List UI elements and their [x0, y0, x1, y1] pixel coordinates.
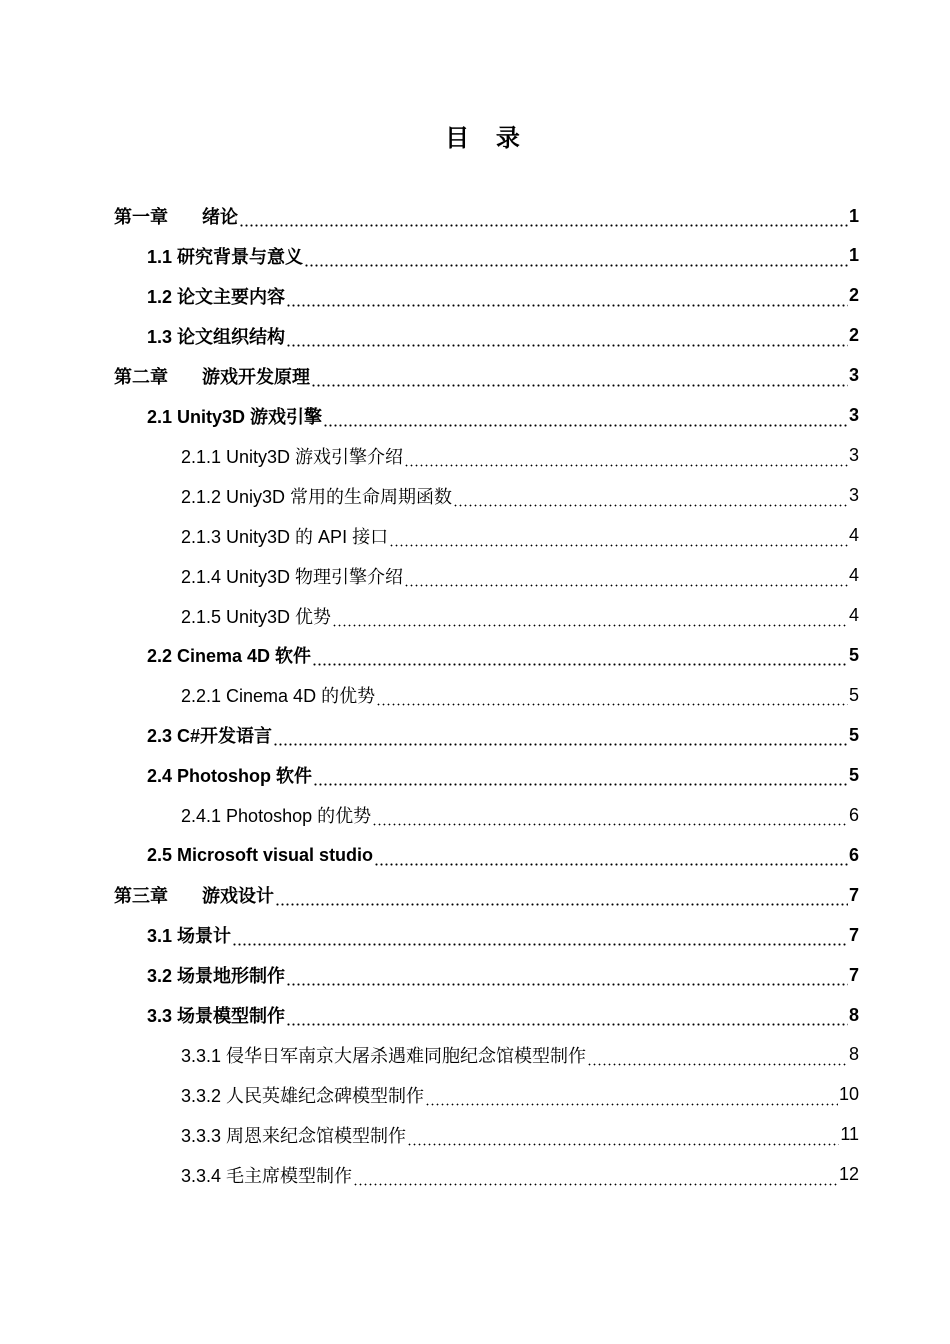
page-number: 3 [848, 485, 859, 506]
dot-leader [312, 652, 848, 666]
toc-entry-label [147, 962, 285, 988]
dot-leader [313, 772, 848, 786]
toc-entry-text: 2.4.1 Photoshop 的优势 [181, 806, 372, 827]
toc-entry-label [181, 682, 375, 708]
dot-leader [286, 1012, 848, 1026]
toc-entry-label [147, 922, 231, 948]
dot-leader [376, 692, 848, 706]
page-number: 5 [848, 724, 859, 745]
dot-leader [232, 932, 848, 946]
page-number: 5 [848, 684, 859, 705]
page-number: 7 [848, 924, 859, 945]
toc-entry[interactable] [181, 1115, 859, 1155]
page-number: 3 [848, 365, 859, 386]
toc-entry[interactable] [147, 915, 859, 955]
dot-leader [372, 812, 848, 826]
toc-entry-text: 2.1.2 Uniy3D 常用的生命周期函数 [181, 486, 453, 507]
dot-leader [374, 852, 848, 866]
toc-entry-text: 3.3.3 周恩来纪念馆模型制作 [181, 1125, 407, 1146]
dot-leader [453, 493, 848, 507]
page-number: 1 [848, 245, 859, 266]
toc-entry[interactable] [147, 276, 859, 316]
toc-entry[interactable] [147, 316, 859, 356]
dot-leader [286, 293, 848, 307]
toc-entry-text: 1.1 研究背景与意义 [147, 246, 304, 267]
page-number: 5 [848, 764, 859, 785]
dot-leader [353, 1172, 838, 1186]
dot-leader [286, 333, 848, 347]
toc-entry-text: 2.1.4 Unity3D 物理引擎介绍 [181, 566, 404, 587]
toc-entry-label [181, 603, 331, 629]
toc-entry-label [147, 642, 311, 668]
toc-entry-text: 2.2.1 Cinema 4D 的优势 [181, 686, 376, 707]
toc-entry[interactable] [147, 635, 859, 675]
toc-entry-label [147, 845, 373, 866]
page-number: 8 [848, 1044, 859, 1065]
dot-leader [407, 1132, 839, 1146]
dot-leader [311, 373, 848, 387]
toc-entry[interactable] [181, 476, 859, 516]
dot-leader [273, 732, 848, 746]
toc-entry[interactable] [181, 516, 859, 556]
page-number: 6 [848, 844, 859, 865]
toc-entry[interactable] [181, 675, 859, 715]
toc-entry-text: 2.3 C#开发语言 [147, 726, 273, 747]
toc-entry[interactable] [147, 236, 859, 276]
toc-entry-text: 2.1.1 Unity3D 游戏引擎介绍 [181, 446, 404, 467]
dot-leader [587, 1052, 848, 1066]
chapter-number: 第二章 [114, 366, 168, 387]
dot-leader [304, 253, 848, 267]
page-number: 2 [848, 325, 859, 346]
toc-entry-text: 3.3.4 毛主席模型制作 [181, 1165, 353, 1186]
toc-entry-text: 2.4 Photoshop 软件 [147, 766, 313, 787]
page-number: 2 [848, 285, 859, 306]
toc-entry-text: 1.3 论文组织结构 [147, 326, 286, 347]
toc-entry[interactable] [114, 356, 859, 396]
page-number: 12 [838, 1164, 859, 1185]
page-number: 6 [848, 804, 859, 825]
toc-entry-text: 2.1.5 Unity3D 优势 [181, 606, 332, 627]
toc-entry[interactable] [147, 835, 859, 875]
chapter-number: 第三章 [114, 886, 168, 907]
toc-entry-label [147, 403, 322, 429]
toc-entry[interactable] [181, 1155, 859, 1195]
toc-entry-label [114, 363, 310, 389]
toc-entry-text: 游戏设计 [202, 886, 274, 907]
page-number: 10 [838, 1084, 859, 1105]
toc-entry[interactable] [181, 436, 859, 476]
toc-entry[interactable] [114, 875, 859, 915]
dot-leader [332, 613, 848, 627]
chapter-number: 第一章 [114, 207, 168, 227]
toc-entry[interactable] [147, 715, 859, 755]
page-number: 7 [848, 884, 859, 905]
toc-entry-label [147, 1002, 285, 1028]
dot-leader [425, 1092, 838, 1106]
toc-entry-label [147, 323, 285, 349]
toc-entry-text: 2.2 Cinema 4D 软件 [147, 646, 312, 667]
toc-entry[interactable] [147, 755, 859, 795]
toc-entry-label [181, 483, 452, 509]
toc-entry[interactable] [181, 795, 859, 835]
toc-entry-label [181, 1122, 406, 1148]
toc-entry-label [181, 523, 388, 549]
page-number: 3 [848, 445, 859, 466]
dot-leader [275, 892, 848, 906]
toc-entry-text: 绪论 [202, 207, 238, 227]
page-number: 1 [848, 205, 859, 226]
toc-entry-label [181, 1162, 352, 1188]
page-number: 5 [848, 644, 859, 665]
toc-entry-text: 2.1.3 Unity3D 的 API 接口 [181, 526, 389, 547]
toc-entry[interactable] [147, 955, 859, 995]
page-number: 4 [848, 525, 859, 546]
page-number: 4 [848, 565, 859, 586]
toc-entry-label [181, 563, 403, 589]
page-number: 8 [848, 1004, 859, 1025]
toc-entry-label [181, 1042, 586, 1068]
dot-leader [286, 972, 848, 986]
dot-leader [239, 213, 848, 227]
toc-entry-text: 3.3.1 侵华日军南京大屠杀遇难同胞纪念馆模型制作 [181, 1045, 587, 1066]
toc-entry-text: 1.2 论文主要内容 [147, 286, 286, 307]
toc-entry-text: 3.3 场景模型制作 [147, 1006, 286, 1026]
page-number: 7 [848, 964, 859, 985]
toc-entry-label [147, 722, 272, 748]
toc-entry[interactable] [147, 396, 859, 436]
dot-leader [404, 453, 848, 467]
toc-entry[interactable] [181, 1035, 859, 1075]
toc-title: 目 录 [445, 125, 530, 152]
toc-entry-text: 游戏开发原理 [202, 366, 310, 387]
toc-entry-text: 3.3.2 人民英雄纪念碑模型制作 [181, 1085, 425, 1106]
toc-entry-label [114, 882, 274, 908]
dot-leader [404, 573, 848, 587]
toc-entry[interactable] [181, 596, 859, 636]
toc-entry[interactable] [181, 556, 859, 596]
toc-entry[interactable] [147, 995, 859, 1035]
page-number: 3 [848, 405, 859, 426]
toc-entry-label [147, 283, 285, 309]
toc-entry-label [181, 802, 371, 828]
toc-entry-label [147, 762, 312, 788]
toc-entry-text: 3.1 场景计 [147, 926, 232, 947]
page-number: 11 [840, 1124, 859, 1145]
toc-entry-text: 3.2 场景地形制作 [147, 966, 286, 987]
toc-entry[interactable] [114, 196, 859, 236]
toc-entry[interactable] [181, 1075, 859, 1115]
toc-entry-label [181, 443, 403, 469]
toc-entry-text: 2.5 Microsoft visual studio [147, 844, 374, 865]
toc-entry-label [181, 1082, 424, 1108]
toc-entry-label [147, 243, 303, 269]
page-number: 4 [848, 605, 859, 625]
toc-entry-label [114, 203, 238, 229]
dot-leader [323, 413, 848, 427]
dot-leader [389, 533, 848, 547]
toc-entry-text: 2.1 Unity3D 游戏引擎 [147, 406, 323, 427]
